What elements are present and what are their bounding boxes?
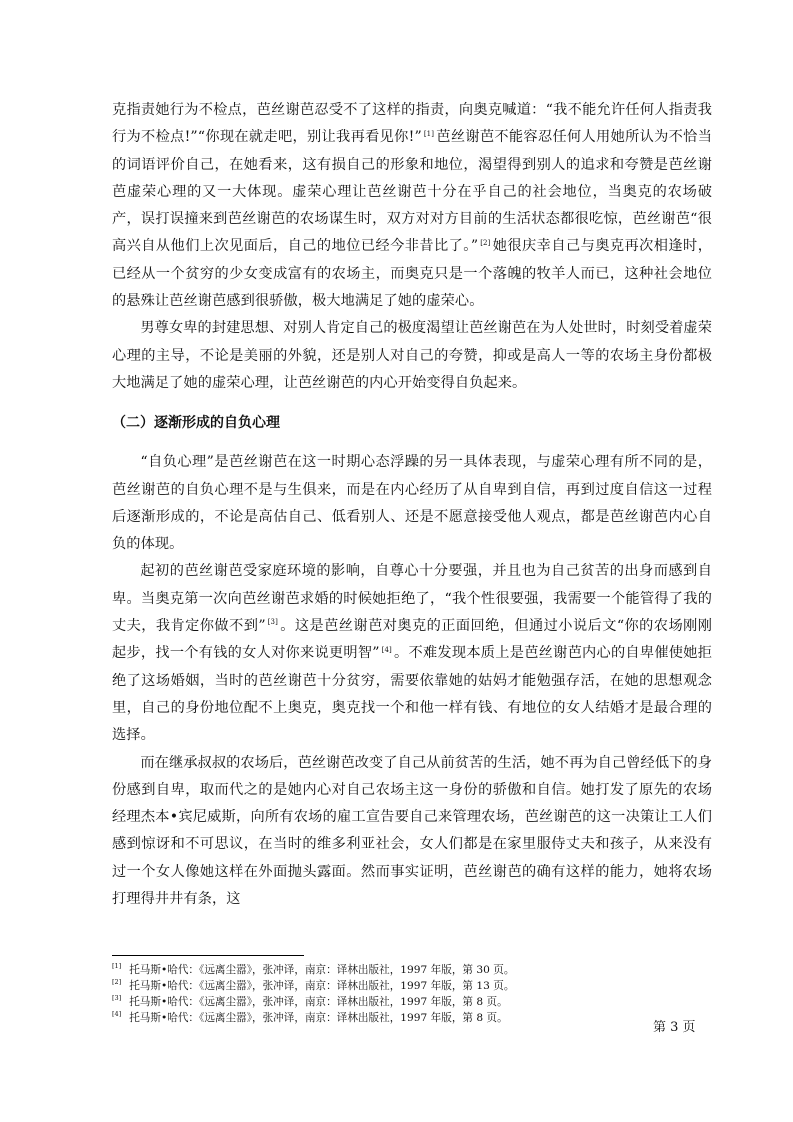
footnote-ref-1[interactable]: [1] [423,129,435,138]
footnote-ref-4[interactable]: [4] [381,645,392,654]
section-heading: （二）逐渐形成的自负心理 [112,415,280,432]
footnote-2-text: 托马斯•哈代：《远离尘嚣》，张冲译，南京：译林出版社，1997 年版，第 13 页。 [129,980,515,992]
paragraph-4-text-a: 起初的芭丝谢芭受家庭环境的影响，自尊心十分要强，并且也为自己贫苦的出身而感到自卑。当奥克第一次向芭丝谢芭求婚的时候她拒绝了，“我个性很要强，我需要一个能管得了我的丈夫，我肯定你做不到” [112,563,712,635]
footnote-3 [112,994,712,1010]
paragraph-2: 男尊女卑的封建思想、对别人肯定自己的极度渴望让芭丝谢芭在为人处世时，时刻受着虚荣心理的主导，不论是美丽的外貌，还是别人对自己的夸赞，抑或是高人一等的农场主身份都极大地满足了她的虚荣心理，让芭丝谢芭的内心开始变得自负起来。 [112,320,712,391]
footnote-3-mark: [3] [112,994,122,1003]
footnotes [112,955,712,1026]
footnote-4-text: 托马斯•哈代：《远离尘嚣》，张冲译，南京：译林出版社，1997 年版，第 8 页。 [129,1012,508,1024]
footnote-2-mark: [2] [112,978,122,987]
page-body [112,97,712,913]
paragraph-1-text-b: 芭丝谢芭不能容忍任何人用她所认为不恰当的词语评价自己，在她看来，这有损自己的形象和地位，渴望得到别人的追求和夸赞是芭丝谢芭虚荣心理的又一大体现。虚荣心理让芭丝谢芭十分在乎自己的社会地位，当奥克的农场破产，误打误撞来到芭丝谢芭的农场谋生时，双方对对方目前的生活状态都很吃惊，芭丝谢芭“很高兴自从他们上次见面后，自己的地位已经今非昔比了。” [112,129,712,255]
paragraph-4 [112,558,712,749]
footnote-ref-2[interactable]: [2] [480,238,491,247]
footnote-1-text: 托马斯•哈代：《远离尘嚣》，张冲译，南京：译林出版社，1997 年版，第 30 页。 [129,964,515,976]
footnote-2 [112,978,712,994]
paragraph-1-text-c: 她很庆幸自己与奥克再次相逢时，已经从一个贫穷的少女变成富有的农场主，而奥克只是一个落魄的牧羊人而已，这种社会地位的悬殊让芭丝谢芭感到很骄傲，极大地满足了她的虚荣心。 [112,238,712,310]
paragraph-1-text-a: 克指责她行为不检点，芭丝谢芭忍受不了这样的指责，向奥克喊道：“我不能允许任何人指责我行为不检点!”“你现在就走吧，别让我再看见你!” [112,102,712,146]
paragraph-1 [112,97,712,315]
footnote-divider [112,955,304,956]
paragraph-4-text-b: 。这是芭丝谢芭对奥克的正面回绝，但通过小说后文“你的农场刚刚起步，找一个有钱的女人对你来说更明智” [112,618,712,662]
footnote-1-mark: [1] [112,962,122,971]
footnote-ref-3[interactable]: [3] [267,618,278,627]
paragraph-3: “自负心理”是芭丝谢芭在这一时期心态浮躁的另一具体表现，与虚荣心理有所不同的是，芭丝谢芭的自负心理不是与生俱来，而是在内心经历了从自卑到自信，再到过度自信这一过程后逐渐形成的，不论是高估自己、低看别人、还是不愿意接受他人观点，都是芭丝谢芭内心自负的体现。 [112,454,712,553]
paragraph-4-text-c: 。不难发现本质上是芭丝谢芭内心的自卑催使她拒绝了这场婚姻，当时的芭丝谢芭十分贫穷，需要依靠她的姑妈才能勉强存活，在她的思想观念里，自己的身份地位配不上奥克，奥克找一个和他一样有钱、有地位的女人结婚才是最合理的选择。 [112,645,713,744]
page-number: 第 3 页 [653,1020,696,1035]
footnote-3-text: 托马斯•哈代：《远离尘嚣》，张冲译，南京：译林出版社，1997 年版，第 8 页。 [129,996,508,1008]
footnote-4 [112,1010,712,1026]
footnote-4-mark: [4] [112,1010,122,1019]
footnote-1 [112,962,712,978]
paragraph-5: 而在继承叔叔的农场后，芭丝谢芭改变了自己从前贫苦的生活，她不再为自己曾经低下的身份感到自卑，取而代之的是她内心对自己农场主这一身份的骄傲和自信。她打发了原先的农场经理杰本•宾尼威斯，向所有农场的雇工宣告要自己来管理农场，芭丝谢芭的这一决策让工人们感到惊讶和不可思议，在当时的维多利亚社会，女人们都是在家里服侍丈夫和孩子，从来没有过一个女人像她这样在外面抛头露面。然而事实证明，芭丝谢芭的确有这样的能力，她将农场打理得井井有条，这 [112,754,712,908]
